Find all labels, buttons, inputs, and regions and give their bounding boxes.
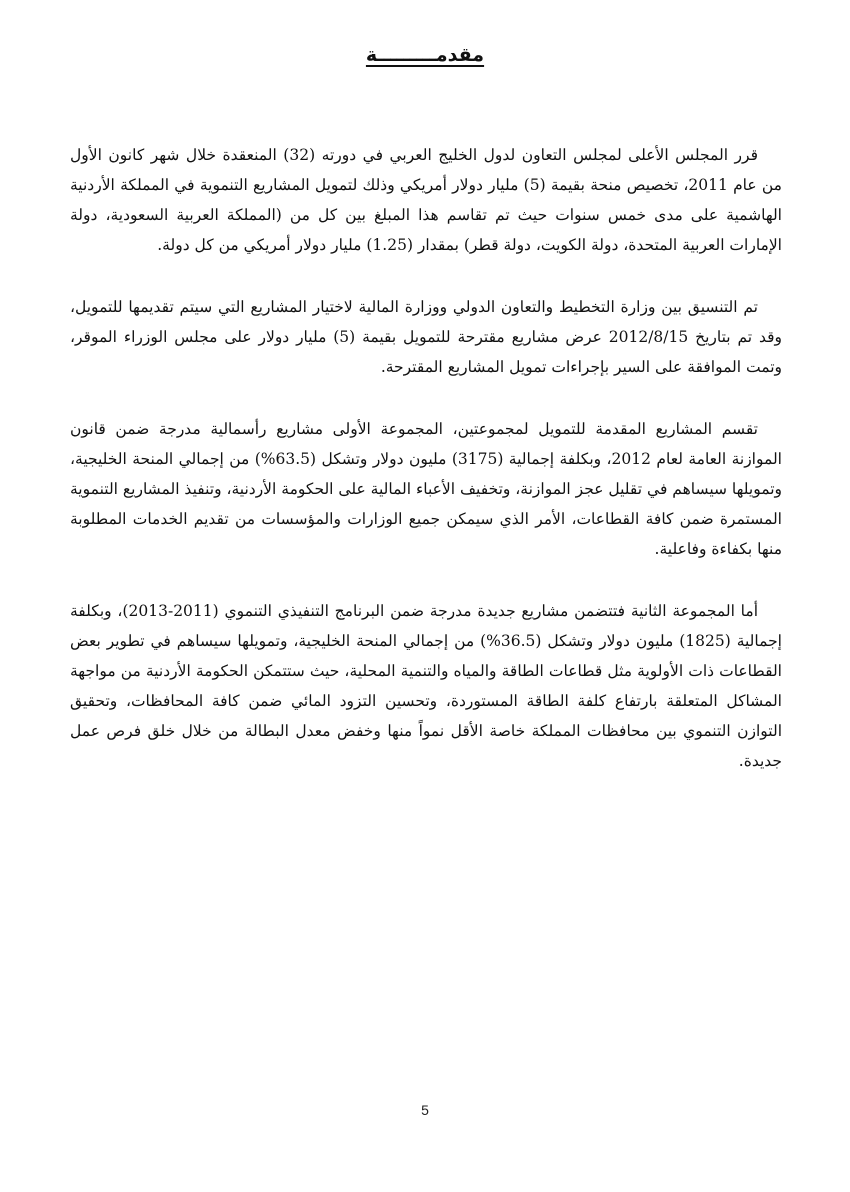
paragraph-text: أما المجموعة الثانية فتتضمن مشاريع جديدة مدرجة ضمن البرنامج التنفيذي التنموي (2011-2013)، وبكلفة إجمالية (1825) مليون دولار وتشكل (36.5%) من إجمالي المنحة الخليجية، وتمويلها سيساهم في تطوير بعض القطاعات ذات الأولوية مثل قطاعات الطاقة والمياه والتنمية المحلية، حيث ستتمكن الحكومة الأردنية من مواجهة المشاكل المتعلقة بارتفاع كلفة الطاقة المستوردة، وتحسين التزود المائي ضمن كافة المحافظات، وتحقيق التوازن التنموي بين محافظات المملكة خاصة الأقل نمواً منها وخفض معدل البطالة من خلال خلق فرص عمل جديدة. [70, 602, 782, 770]
document-body [70, 140, 782, 808]
paragraph-gcc-grant [70, 140, 782, 260]
paragraph-second-group [70, 596, 782, 776]
paragraph-text: تقسم المشاريع المقدمة للتمويل لمجموعتين، المجموعة الأولى مشاريع رأسمالية مدرجة ضمن قانون الموازنة العامة لعام 2012، وبكلفة إجمالية (3175) مليون دولار وتشكل (63.5%) من إجمالي المنحة الخليجية، وتمويلها سيساهم في تقليل عجز الموازنة، وتخفيف الأعباء المالية على الحكومة الأردنية، وتنفيذ المشاريع التنموية المستمرة ضمن كافة القطاعات، الأمر الذي سيمكن جميع الوزارات والمؤسسات من تقديم الخدمات المطلوبة منها بكفاءة وفاعلية. [70, 420, 782, 558]
page-number: 5 [421, 1102, 429, 1118]
page-title: مقدمـــــــــة [365, 44, 485, 66]
paragraph-text: قرر المجلس الأعلى لمجلس التعاون لدول الخليج العربي في دورته (32) المنعقدة خلال شهر كانون الأول من عام 2011، تخصيص منحة بقيمة (5) مليار دولار أمريكي وذلك لتمويل المشاريع التنموية في المملكة الأردنية الهاشمية على مدى خمس سنوات حيث تم تقاسم هذا المبلغ بين كل من (المملكة العربية السعودية، دولة الإمارات العربية المتحدة، دولة الكويت، دولة قطر) بمقدار (1.25) مليار دولار أمريكي من كل دولة. [70, 146, 782, 254]
paragraph-first-group [70, 414, 782, 564]
paragraph-text: تم التنسيق بين وزارة التخطيط والتعاون الدولي ووزارة المالية لاختيار المشاريع التي سيتم تقديمها للتمويل، وقد تم بتاريخ 2012/8/15 عرض مشاريع مقترحة للتمويل بقيمة (5) مليار دولار على مجلس الوزراء الموقر، وتمت الموافقة على السير بإجراءات تمويل المشاريع المقترحة. [70, 298, 782, 376]
paragraph-coordination [70, 292, 782, 382]
